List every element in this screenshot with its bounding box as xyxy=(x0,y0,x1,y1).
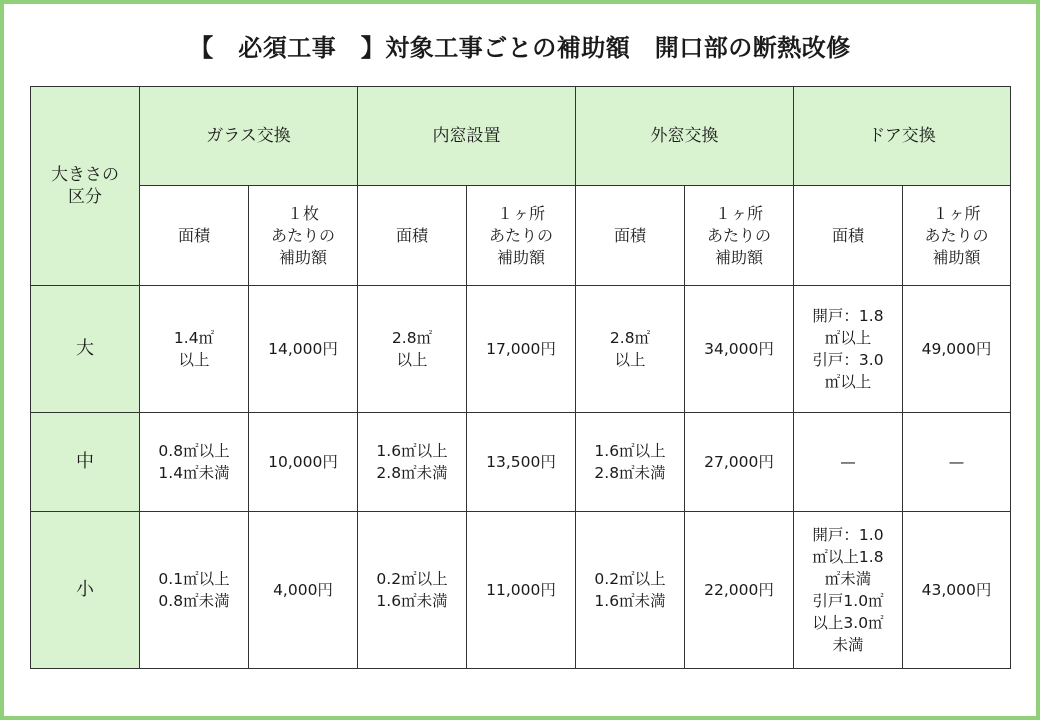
size-category-header: 大きさの 区分 xyxy=(31,87,140,286)
area-cell: 1.6㎡以上 2.8㎡未満 xyxy=(576,413,685,512)
area-cell: 1.4㎡ 以上 xyxy=(140,286,249,413)
amount-cell: 43,000円 xyxy=(903,512,1011,669)
table-row xyxy=(31,286,1011,413)
table-row xyxy=(31,512,1011,669)
area-cell: 開戸：1.8 ㎡以上 引戸：3.0 ㎡以上 xyxy=(794,286,903,413)
table-row xyxy=(31,413,1011,512)
page-title: 【 必須工事 】対象工事ごとの補助額 開口部の断熱改修 xyxy=(189,34,851,62)
subheader-amount: １ヶ所 あたりの 補助額 xyxy=(903,186,1011,286)
area-cell: 開戸：1.0 ㎡以上1.8 ㎡未満 引戸1.0㎡ 以上3.0㎡ 未満 xyxy=(794,512,903,669)
amount-cell: 17,000円 xyxy=(467,286,576,413)
group-header-outer-window: 外窓交換 xyxy=(576,87,794,186)
amount-cell: — xyxy=(903,413,1011,512)
area-cell: 0.1㎡以上 0.8㎡未満 xyxy=(140,512,249,669)
area-cell: — xyxy=(794,413,903,512)
amount-cell: 11,000円 xyxy=(467,512,576,669)
area-cell: 0.8㎡以上 1.4㎡未満 xyxy=(140,413,249,512)
subheader-amount: １ヶ所 あたりの 補助額 xyxy=(685,186,794,286)
amount-cell: 22,000円 xyxy=(685,512,794,669)
subheader-amount: １枚 あたりの 補助額 xyxy=(249,186,358,286)
group-header-door: ドア交換 xyxy=(794,87,1011,186)
group-header-glass: ガラス交換 xyxy=(140,87,358,186)
subheader-area: 面積 xyxy=(140,186,249,286)
size-category: 小 xyxy=(31,512,140,669)
amount-cell: 49,000円 xyxy=(903,286,1011,413)
area-cell: 2.8㎡ 以上 xyxy=(358,286,467,413)
area-cell: 1.6㎡以上 2.8㎡未満 xyxy=(358,413,467,512)
amount-cell: 13,500円 xyxy=(467,413,576,512)
subheader-area: 面積 xyxy=(576,186,685,286)
area-cell: 2.8㎡ 以上 xyxy=(576,286,685,413)
area-cell: 0.2㎡以上 1.6㎡未満 xyxy=(358,512,467,669)
amount-cell: 27,000円 xyxy=(685,413,794,512)
subsidy-table xyxy=(30,86,1011,669)
amount-cell: 14,000円 xyxy=(249,286,358,413)
subheader-area: 面積 xyxy=(794,186,903,286)
area-cell: 0.2㎡以上 1.6㎡未満 xyxy=(576,512,685,669)
size-category: 中 xyxy=(31,413,140,512)
size-category: 大 xyxy=(31,286,140,413)
amount-cell: 34,000円 xyxy=(685,286,794,413)
group-header-inner-window: 内窓設置 xyxy=(358,87,576,186)
amount-cell: 10,000円 xyxy=(249,413,358,512)
amount-cell: 4,000円 xyxy=(249,512,358,669)
subheader-area: 面積 xyxy=(358,186,467,286)
subheader-amount: １ヶ所 あたりの 補助額 xyxy=(467,186,576,286)
